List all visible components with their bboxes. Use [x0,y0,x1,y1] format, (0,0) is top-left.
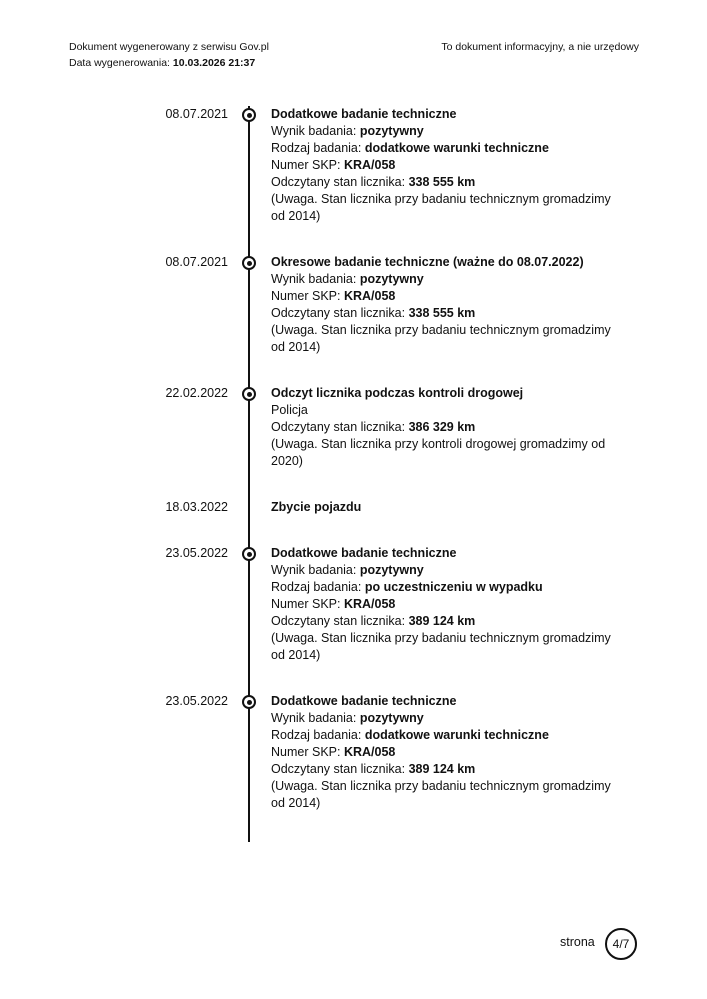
detail-value: 338 555 km [408,175,476,189]
timeline-dot-icon [242,695,256,709]
timeline-dot-icon [242,547,256,561]
entry-content [271,106,611,225]
detail-value: KRA/058 [343,158,396,172]
entry-note: (Uwaga. Stan licznika przy kontroli drogowej gromadzimy od 2020) [271,437,606,468]
detail-value: 386 329 km [408,420,476,434]
entry-title: Odczyt licznika podczas kontroli drogowej [271,386,524,400]
entry-date: 18.03.2022 [165,500,228,514]
detail-value: KRA/058 [343,745,396,759]
detail-value: po uczestniczeniu w wypadku [364,580,543,594]
detail-value: KRA/058 [343,597,396,611]
entry-detail [271,596,611,613]
entry-detail [271,419,611,436]
detail-value: pozytywny [359,711,424,725]
detail-value: pozytywny [359,272,424,286]
detail-label: Rodzaj badania: [271,728,365,742]
entry-note: (Uwaga. Stan licznika przy badaniu technicznym gromadzimy od 2014) [271,192,611,223]
entry-detail [271,727,611,744]
detail-value: 389 124 km [408,614,476,628]
page-number-badge: 4/7 [605,928,637,960]
entry-title: Dodatkowe badanie techniczne [271,107,457,121]
entry-detail [271,174,611,191]
entry-date: 22.02.2022 [165,386,228,400]
entry-detail [271,761,611,778]
detail-label: Wynik badania: [271,711,360,725]
detail-label: Rodzaj badania: [271,141,365,155]
page-footer [560,928,640,958]
entry-date: 23.05.2022 [165,546,228,560]
entry-title: Dodatkowe badanie techniczne [271,694,457,708]
entry-detail [271,579,611,596]
entry-detail [271,140,611,157]
detail-value: pozytywny [359,563,424,577]
detail-label: Odczytany stan licznika: [271,306,409,320]
entry-title: Dodatkowe badanie techniczne [271,546,457,560]
entry-detail [271,613,611,630]
detail-label: Odczytany stan licznika: [271,614,409,628]
entry-title: Okresowe badanie techniczne (ważne do 08.07.2022) [271,255,584,269]
entry-content [271,499,611,516]
entry-note: (Uwaga. Stan licznika przy badaniu technicznym gromadzimy od 2014) [271,323,611,354]
detail-value: dodatkowe warunki techniczne [364,141,549,155]
detail-label: Wynik badania: [271,272,360,286]
entry-note: (Uwaga. Stan licznika przy badaniu technicznym gromadzimy od 2014) [271,631,611,662]
entry-title: Zbycie pojazdu [271,500,362,514]
detail-label: Odczytany stan licznika: [271,175,409,189]
source-line: Dokument wygenerowany z serwisu Gov.pl [69,41,269,53]
entry-content [271,693,611,812]
entry-detail [271,710,611,727]
detail-label: Numer SKP: [271,158,344,172]
detail-label: Odczytany stan licznika: [271,762,409,776]
entry-date: 23.05.2022 [165,694,228,708]
disclaimer: To dokument informacyjny, a nie urzędowy [441,41,639,53]
detail-label: Rodzaj badania: [271,580,365,594]
detail-label: Odczytany stan licznika: [271,420,409,434]
entry-source: Policja [271,403,308,417]
detail-value: pozytywny [359,124,424,138]
entry-date: 08.07.2021 [165,107,228,121]
detail-value: 389 124 km [408,762,476,776]
entry-note: (Uwaga. Stan licznika przy badaniu technicznym gromadzimy od 2014) [271,779,611,810]
detail-label: Numer SKP: [271,745,344,759]
generated-label: Data wygenerowania: [69,57,170,69]
page-label: strona [560,935,595,949]
detail-label: Wynik badania: [271,124,360,138]
entry-date: 08.07.2021 [165,255,228,269]
detail-value: 338 555 km [408,306,476,320]
generated-value: 10.03.2026 21:37 [172,57,256,69]
detail-value: dodatkowe warunki techniczne [364,728,549,742]
detail-label: Numer SKP: [271,597,344,611]
detail-label: Numer SKP: [271,289,344,303]
timeline-dot-icon [242,387,256,401]
detail-label: Wynik badania: [271,563,360,577]
timeline-axis [248,106,250,842]
timeline-dot-icon [242,256,256,270]
detail-value: KRA/058 [343,289,396,303]
entry-content [271,545,611,664]
entry-detail [271,288,611,305]
timeline-dot-icon [242,108,256,122]
entry-detail [271,123,611,140]
entry-content [271,254,611,356]
entry-detail [271,562,611,579]
entry-content [271,385,611,470]
entry-detail [271,157,611,174]
entry-detail [271,744,611,761]
entry-detail [271,305,611,322]
entry-detail [271,271,611,288]
